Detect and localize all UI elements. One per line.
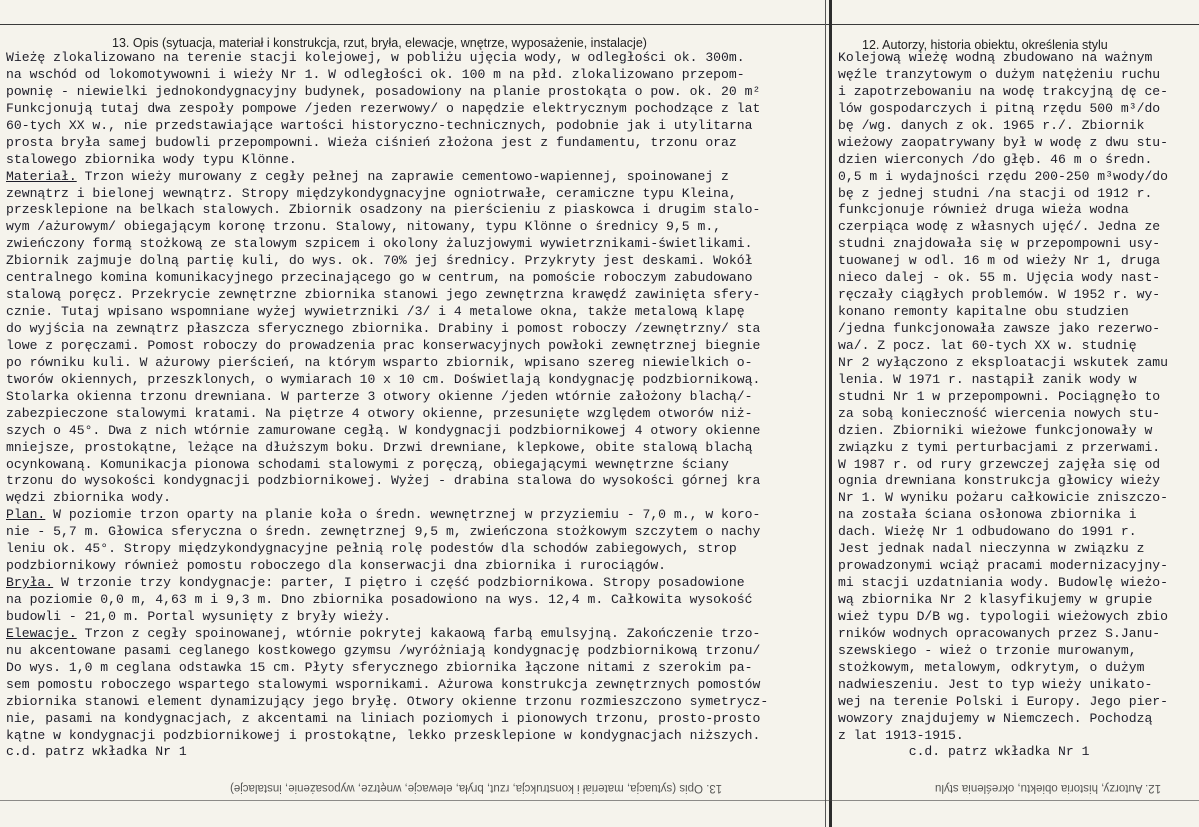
text-line: dzien wierconych /do głęb. 46 m o średn. <box>838 151 1153 167</box>
text-line: ręczały ciągłych problemów. W 1952 r. wy- <box>838 287 1161 303</box>
text-line <box>6 626 824 643</box>
text-line: szych o 45°. Dwa z nich wtórnie zamurowane cegłą. W kondygnacji podzbiornikowej 4 otwory okienne <box>6 422 761 438</box>
text-line: kątne w kondygnacji podzbiornikowej i prostokątne, lekko przesklepione w kondygnacjach niższych. <box>6 727 761 743</box>
text-line: lenia. W 1971 r. nastąpił zanik wody w <box>838 371 1137 387</box>
text-line: W 1987 r. od rury grzewczej zajęła się od <box>838 456 1161 472</box>
text-line: studni Nr 1 w przepompowni. Pociągnęło to <box>838 388 1161 404</box>
text-line: szewskiego - wież o trzonie murowanym, <box>838 642 1137 658</box>
text-line: wą zbiornika Nr 2 klasyfikujemy w grupie <box>838 592 1153 607</box>
text-line-content: Trzon z cegły spoinowanej, wtórnie pokrytej kakaową farbą emulsyjną. Zakończenie trzo- <box>76 625 761 641</box>
text-line-content: W poziomie trzon oparty na planie koła o średn. wewnętrznej w przyziemiu - 7,0 m., w koro- <box>45 507 761 523</box>
text-line: dach. Wieżę Nr 1 odbudowano do 1991 r. <box>838 524 1137 540</box>
text-line: zabezpieczone stalowymi kratami. Na piętrze 4 otwory okienne, przesunięte względem otworów niż- <box>6 405 753 421</box>
text-line: wież typu D/B wg. typologii wieżowych zbio <box>838 608 1169 624</box>
text-line: wa/. Z pocz. lat 60-tych XX w. studnię <box>838 337 1137 353</box>
text-line: Stolarka okienna trzonu drewniana. W parterze 3 otwory okienne /jeden wtórnie założony blachą/- <box>6 388 753 404</box>
text-line: tuowanej w odl. 16 m od wieży Nr 1, druga <box>838 253 1161 269</box>
text-line: bę /wg. danych z ok. 1965 r./. Zbiornik <box>838 117 1145 133</box>
text-line: sem pomostu roboczego wspartego stalowymi wspornikami. Ażurowa konstrukcja zewnętrznych pomostów <box>6 676 761 692</box>
text-line <box>6 507 824 524</box>
history-text <box>838 50 1196 770</box>
text-line: podzbiornikowy również pomostu roboczego dla konserwacji dna zbiornika i rurociągów. <box>6 558 667 574</box>
text-line: Do wys. 1,0 m ceglana odstawka 15 cm. Płyty sferycznego zbiornika łączone nitami z szerokim pa- <box>6 659 753 675</box>
text-line: lowe z poręczami. Pomost roboczy do prowadzenia prac konserwacyjnych powłoki zewnętrznej biegnie <box>6 337 761 353</box>
text-line: dzien. Zbiorniki wieżowe funkcjonowały w <box>838 422 1153 438</box>
text-line: mniejsze, prostokątne, leżące na dłuższym boku. Drzwi drewniane, klepkowe, obite stalową blachą <box>6 439 753 455</box>
text-line: /jedna funkcjonowała zawsze jako rezerwo- <box>838 321 1161 336</box>
section-label: Plan. <box>6 507 46 523</box>
text-line: stalową poręcz. Przekrycie zewnętrzne zbiornika stanowi jego zewnętrzna krawędź zawinięta sfery- <box>6 287 761 303</box>
text-line: lów gospodarczych i pitną rzędu 500 m³/do <box>838 100 1161 116</box>
text-line: ognia drewniana konstrukcja głowicy wieży <box>838 473 1161 489</box>
text-line: nadwieszeniu. Jest to typ wieży unikato- <box>838 676 1153 692</box>
column-divider-thin <box>825 0 826 827</box>
text-line: z lat 1913-1915. <box>838 727 964 743</box>
text-line: Kolejową wieżę wodną zbudowano na ważnym <box>838 50 1153 65</box>
text-line: na wschód od lokomotywowni i wieży Nr 1. W odległości ok. 100 m na płd. zlokalizowano przepom- <box>6 66 745 82</box>
description-text <box>6 50 824 770</box>
column-divider <box>829 0 832 827</box>
text-line: nie - 5,7 m. Głowica sferyczna o średn. zewnętrznej 9,5 m, zwieńczona stożkowym szczytem o nachy <box>6 524 761 540</box>
text-line: nie, pasami na kondygnacjach, z akcentami na liniach poziomych i pionowych trzonu, prosto-prosto <box>6 710 761 726</box>
section-label: Elewacje. <box>6 625 77 641</box>
text-line: mi stacji uzdatniania wody. Budowlę wieżo- <box>838 575 1169 591</box>
text-line: związku z tymi perturbacjami z przerwami. <box>838 439 1161 455</box>
text-line: c.d. patrz wkładka Nr 1 <box>6 744 187 760</box>
text-line: tworów okiennych, przeszklonych, o wymiarach 10 x 10 cm. Doświetlają kondygnację podzbiornikową. <box>6 371 761 387</box>
text-line: bę z jednej studni /na stacji od 1912 r. <box>838 185 1153 201</box>
text-line: Nr 1. W wyniku pożaru całkowicie zniszczo- <box>838 490 1169 506</box>
text-line: wieżowy zaopatrywany był w wodę z dwu stu- <box>838 134 1169 150</box>
text-line: wej na terenie Polski i Europy. Jego pier- <box>838 693 1169 709</box>
text-line: zbiornika stanowi element dynamizujący jego bryłę. Otwory okienne trzonu rozmieszczono symetrycz- <box>6 693 769 709</box>
text-line: Funkcjonują tutaj dwa zespoły pompowe /jeden rezerwowy/ o napędzie elektrycznym pochodzące z lat <box>6 100 761 116</box>
text-line: trzonu do wysokości kondygnacji podzbiornikowej. Wyżej - drabina stalowa do wysokości górnej kra <box>6 473 761 489</box>
text-line: węźle tranzytowym o dużym natężeniu ruchu <box>838 66 1161 82</box>
text-line: rników wodnych opracowanych przez S.Janu- <box>838 625 1161 641</box>
text-line: Jest jednak nadal nieczynna w związku z <box>838 541 1145 557</box>
text-line: Nr 2 wyłączono z eksploatacji wskutek zamu <box>838 354 1169 370</box>
text-line: przesklepione na belkach stalowych. Zbiornik osadzony na pierścieniu z piaskowca i drugim stalo- <box>6 202 761 218</box>
text-line: za sobą konieczność wiercenia nowych stu- <box>838 405 1161 421</box>
text-line: prosta bryła samej budowli przepompowni. Wieża ciśnień złożona jest z fundamentu, trzonu oraz <box>6 134 737 150</box>
top-rule <box>0 24 1199 25</box>
text-line <box>6 575 824 592</box>
text-line: Wieżę zlokalizowano na terenie stacji kolejowej, w pobliżu ujęcia wody, w odległości ok. 300m. <box>6 50 745 65</box>
text-line: cznie. Tutaj wpisano wspomniane wyżej wywietrzniki /3/ i 4 metalowe okna, także metalową klapę <box>6 304 745 320</box>
text-line-content: Trzon wieży murowany z cegły pełnej na zaprawie cementowo-wapiennej, spoinowanej z <box>76 168 729 184</box>
text-line <box>6 169 824 186</box>
text-line: konano remonty kapitalne obu studzien <box>838 304 1129 320</box>
text-line: na poziomie 0,0 m, 4,63 m i 9,3 m. Dno zbiornika posadowiono na wys. 12,4 m. Całkowita wysokość <box>6 592 753 607</box>
description-heading: 13. Opis (sytuacja, materiał i konstrukcja, rzut, bryła, elewacje, wnętrze, wyposażenie, instalacje) <box>112 36 647 50</box>
text-line: nu akcentowane pasami ceglanego kostkowego gzymsu /wyróżniają kondygnację podzbiornikową trzonu/ <box>6 642 761 658</box>
text-line: 60-tych XX w., nie przedstawiające wartości historyczno-technicznych, podobnie jak i utylitarna <box>6 117 753 133</box>
text-line: wym /ażurowym/ obiegającym koronę trzonu. Stalowy, nitowany, typu Klönne o średnicy 9,5 m., <box>6 219 722 235</box>
text-line: na została ściana osłonowa zbiornika i <box>838 507 1137 523</box>
text-line: zwieńczony formą stożkową ze stalowym szpicem i okolony żaluzjowymi wywietrznikami-świetlikami. <box>6 236 753 252</box>
text-line: leniu ok. 45°. Stropy międzykondygnacyjne pełnią rolę podestów dla schodów zabiegowych, strop <box>6 541 737 557</box>
section-label: Materiał. <box>6 168 77 184</box>
text-line: pownię - niewielki jednokondygnacyjny budynek, posadowiony na planie prostokąta o pow. ok. 20 m² <box>6 83 761 99</box>
text-line: funkcjonuje również druga wieża wodna <box>838 202 1129 218</box>
text-line: c.d. patrz wkładka Nr 1 <box>838 744 1090 760</box>
text-line: do wyjścia na zewnątrz płaszcza sferycznego zbiornika. Drabiny i pomost roboczy /zewnętrzny/ sta <box>6 321 761 336</box>
text-line: zewnątrz i bielonej wewnątrz. Stropy międzykondygnacyjne ogniotrwałe, ceramiczne typu Kleina, <box>6 185 737 201</box>
text-line: studni znajdowała się w przepompowni usy- <box>838 236 1161 252</box>
mirrored-history-heading: 12. Autorzy, historia obiektu, określenia stylu <box>935 782 1162 794</box>
text-line: wędzi zbiornika wody. <box>6 490 172 506</box>
mirrored-description-heading: 13. Opis (sytuacja, materiał i konstrukcja, rzut, bryła, elewacje, wnętrze, wyposażenie, instalacje) <box>230 782 723 794</box>
text-line: 0,5 m i wydajności rzędu 200-250 m³wody/do <box>838 168 1169 184</box>
text-line: prowadzonymi wciąż pracami modernizacyjny- <box>838 558 1169 574</box>
text-line: czerpiąca wodę z własnych ujęć/. Jedna ze <box>838 219 1161 235</box>
text-line: nieco dalej - ok. 55 m. Ujęcia wody nast- <box>838 270 1161 286</box>
text-line: po równiku kuli. W ażurowy pierścień, na którym wsparto zbiornik, wpisano szereg niewielkich o- <box>6 354 753 370</box>
text-line: wowzory znajdujemy w Niemczech. Pochodzą <box>838 710 1153 726</box>
text-line: ocynkowaną. Komunikacja pionowa schodami stalowymi z poręczą, obiegającymi wewnętrzne ściany <box>6 456 729 472</box>
text-line: centralnego komina komunikacyjnego przecinającego go w centrum, na pomoście roboczym zabudowano <box>6 270 753 286</box>
text-line: Zbiornik zajmuje dolną partię kuli, do wys. ok. 70% jej średnicy. Przykryty jest deskami. Wokół <box>6 253 753 269</box>
section-label: Bryła. <box>6 575 54 591</box>
text-line: stożkowym, metalowym, odkrytym, o dużym <box>838 659 1145 675</box>
text-line: i zapotrzebowaniu na wodę trakcyjną dę ce- <box>838 83 1169 99</box>
history-heading: 12. Autorzy, historia obiektu, określenia stylu <box>862 38 1108 52</box>
text-line: budowli - 21,0 m. Portal wysunięty z bryły wieży. <box>6 608 392 624</box>
text-line-content: W trzonie trzy kondygnacje: parter, I piętro i część podzbiornikowa. Stropy posadowione <box>53 575 745 591</box>
bottom-rule <box>0 800 1199 801</box>
text-line: stalowego zbiornika wody typu Klönne. <box>6 151 297 167</box>
